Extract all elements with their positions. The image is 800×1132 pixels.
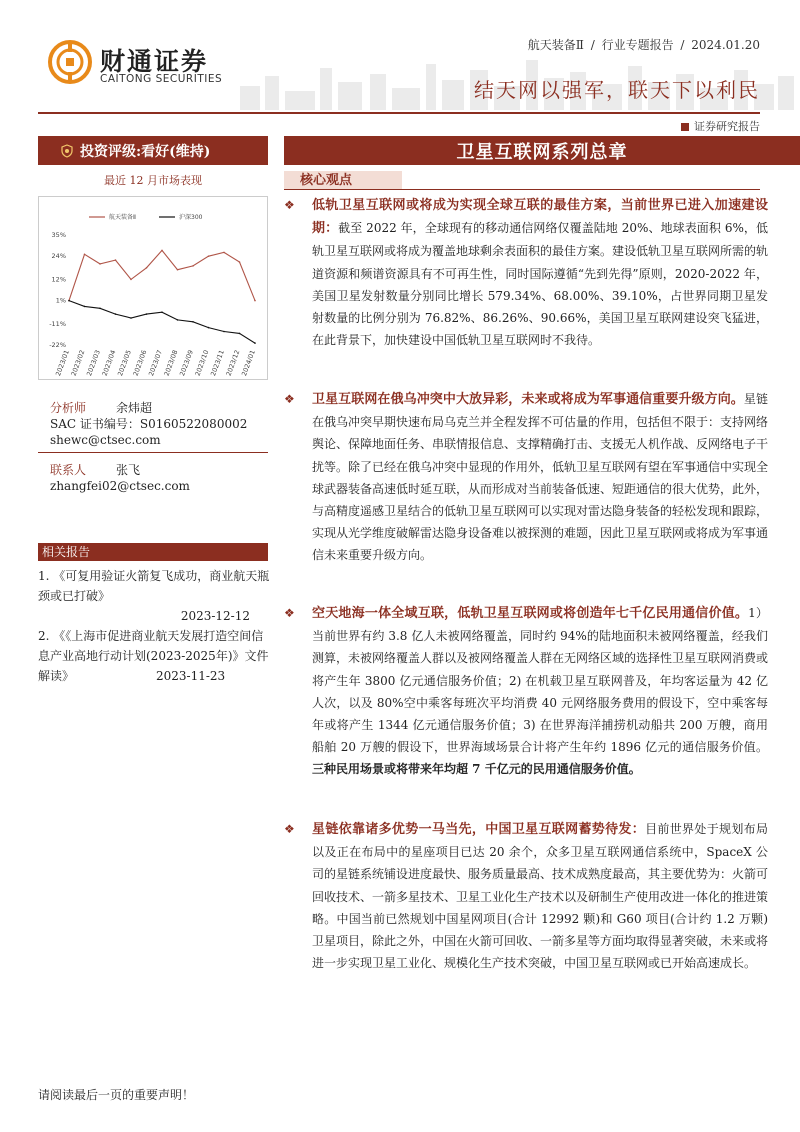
core-point — [284, 818, 768, 974]
rating-box — [38, 136, 268, 165]
diamond-bullet-icon: ❖ — [284, 198, 295, 212]
contact-name: 张飞 — [116, 463, 141, 477]
related-heading: 相关报告 — [38, 543, 268, 561]
core-point — [284, 388, 768, 567]
contact-role: 联系人 — [50, 463, 87, 477]
header-meta: 航天装备Ⅱ / 行业专题报告 / 2024.01.20 — [527, 38, 760, 52]
square-icon — [681, 123, 689, 131]
y-tick-label: 24% — [51, 252, 66, 261]
report-date: 2024.01.20 — [691, 38, 760, 52]
core-point-body: 目前世界处于规划布局以及正在布局中的星座项目已达 20 余个，众多卫星互联网通信系统中，SpaceX 公司的星链系统铺设进度最快、服务质量最高、技术成熟度最高，其主要优势为：火箭可回收技术、一箭多星技术、卫星工业化生产技术以及研制生产使用改进一体化的推进策略。中国当前已然规划中国星网项目(合计 12992 颗)和 G60 项目(合计约 1.2 万颗)卫星项目，除此之外，中国在火箭可回收、一箭多星等方面均取得显著突破，未来或将进一步实现卫星工业化、规模化生产技术突破，中国卫星互联网或已开始高速成长。 — [312, 822, 769, 971]
diamond-bullet-icon: ❖ — [284, 606, 295, 620]
data-point — [254, 342, 256, 344]
core-point-lead: 星链依靠诸多优势一马当先，中国卫星互联网蓄势待发： — [312, 822, 646, 837]
data-point — [239, 261, 241, 263]
related-item[interactable] — [38, 566, 272, 626]
core-point-conclusion: 三种民用场景或将带来年均超 7 千亿元的民用通信服务价值。 — [312, 762, 641, 777]
x-tick-label: 2024/01 — [240, 348, 257, 378]
data-point — [130, 317, 132, 319]
core-point-body: 星链在俄乌冲突早期快速布局乌克兰并全程发挥不可估量的作用，包括但不限于：支持网络舆论、保障地面任务、串联情报信息、支撑精确打击、支援无人机作战、反网络电子干扰等。除了已经在俄乌冲突中显现的作用外，低轨卫星互联网有望在军事通信中实现全球武器装备高速低时延互联，从而形成对当前装备低速、短距通信的很大优势，此外，与高精度遥感卫星结合的低轨卫星互联网可以实现对雷达隐身装备的轻松发现和跟踪，实现从光学维度破解雷达隐身设备难以被探测的难题，因此卫星互联网或将成为军事通信未来重要升级方向。 — [312, 392, 769, 563]
analyst-email[interactable]: shewc@ctsec.com — [50, 433, 161, 447]
x-tick-label: 2023/07 — [147, 348, 164, 378]
data-point — [130, 279, 132, 281]
x-tick-label: 2023/10 — [193, 348, 211, 378]
x-tick-label: 2023/01 — [54, 348, 71, 378]
core-point-body: 截至 2022 年，全球现有的移动通信网络仅覆盖陆地 20%、地球表面积 6%，低轨卫星互联网或将成为覆盖地球剩余表面积的最佳方案。建设低轨卫星互联网所需的轨道资源和频谱资源具有不可再生性，同时国际遵循“先到先得”原则，2020-2022 年，美国卫星发射数量分别同比增长 579.34%、68.00%、39.10%，占世界同期卫星发射数量的比例分别为 76.82%、86.26%、90.66%，美国卫星互联网建设突飞猛进，在此背景下，加快建设中国低轨卫星互联网时不我待。 — [312, 221, 769, 348]
data-point — [208, 327, 210, 329]
company-name-en: CAITONG SECURITIES — [100, 73, 223, 85]
data-point — [254, 300, 256, 302]
rating-label: 投资评级:看好(维持) — [80, 143, 211, 160]
x-tick-label: 2023/09 — [178, 348, 195, 378]
footer-disclaimer: 请阅读最后一页的重要声明！ — [38, 1088, 195, 1102]
x-tick-label: 2023/06 — [131, 348, 149, 378]
x-tick-label: 2023/11 — [209, 348, 226, 378]
series-line — [69, 301, 255, 344]
legend-label: 航天装备Ⅱ — [109, 214, 136, 221]
data-point — [99, 263, 101, 265]
shield-icon — [60, 144, 74, 158]
core-divider — [284, 189, 760, 190]
data-point — [161, 250, 163, 252]
x-tick-label: 2023/05 — [116, 348, 133, 378]
analyst-name: 余炜超 — [116, 401, 153, 415]
core-point-lead: 空天地海一体全域互联，低轨卫星互联网或将创造年七千亿民用通信价值。 — [312, 606, 749, 621]
core-point — [284, 194, 768, 351]
x-tick-label: 2023/03 — [85, 348, 102, 378]
y-tick-label: -11% — [49, 319, 66, 328]
y-tick-label: 1% — [55, 296, 66, 305]
core-tab: 核心观点 — [284, 171, 402, 190]
contact-email[interactable]: zhangfei02@ctsec.com — [50, 479, 190, 493]
data-point — [146, 267, 148, 269]
header-divider — [38, 112, 760, 114]
data-point — [115, 259, 117, 261]
report-kind: 行业专题报告 — [601, 38, 674, 52]
data-point — [84, 306, 86, 308]
series-line — [69, 250, 255, 300]
core-point-lead: 卫星互联网在俄乌冲突中大放异彩，未来或将成为军事通信重要升级方向。 — [312, 392, 744, 407]
y-tick-label: 12% — [51, 275, 66, 284]
data-point — [161, 311, 163, 313]
report-title: 卫星互联网系列总章 — [284, 136, 800, 165]
y-tick-label: 35% — [51, 231, 66, 239]
data-point — [177, 319, 179, 321]
related-list — [38, 566, 272, 686]
diamond-bullet-icon: ❖ — [284, 822, 295, 836]
data-point — [84, 254, 86, 256]
related-item-date: 2023-12-12 — [180, 609, 250, 623]
data-point — [177, 269, 179, 271]
logo-mark-icon — [48, 40, 92, 84]
related-item-date: 2023-11-23 — [156, 669, 226, 683]
diamond-bullet-icon: ❖ — [284, 392, 295, 406]
data-point — [192, 321, 194, 323]
performance-chart-svg — [39, 197, 267, 379]
sector-name: 航天装备Ⅱ — [527, 38, 584, 52]
performance-chart — [38, 196, 268, 380]
data-point — [223, 331, 225, 333]
x-tick-label: 2023/08 — [162, 348, 180, 378]
analyst-block — [50, 400, 270, 448]
company-name-cn: 财通证券 — [100, 47, 209, 76]
core-point-lead: 低轨卫星互联网或将成为实现全球互联的最佳方案，当前世界已进入加速建设期： — [312, 198, 768, 237]
analyst-role: 分析师 — [50, 401, 87, 415]
x-tick-label: 2023/04 — [100, 348, 118, 378]
data-point — [208, 255, 210, 257]
data-point — [68, 300, 70, 302]
x-tick-label: 2023/12 — [224, 348, 242, 378]
related-item-title[interactable]: 1. 《可复用验证火箭复飞成功，商业航天瓶颈或已打破》 — [38, 569, 270, 603]
related-item-title[interactable]: 2. 《《上海市促进商业航天发展打造空间信息产业高地行动计划(2023-2025年)》文件解读》 — [38, 629, 269, 683]
divider — [38, 452, 268, 453]
y-tick-label: -22% — [49, 341, 66, 349]
data-point — [99, 308, 101, 310]
related-item[interactable] — [38, 626, 272, 686]
core-point-body: 1）当前世界有约 3.8 亿人未被网络覆盖，同时约 94%的陆地面积未被网络覆盖，经我们测算，未被网络覆盖人群以及被网络覆盖人群在无网络区域的选择性卫星互联网消费或将产生年 3800 亿元通信服务价值；2) 在机载卫星互联网普及，年均客运量为 42 亿人次，以及 80%空中乘客每班次平均消费 40 元网络服务费用的假设下，空中乘客每年或将产生 1344 亿元通信服务价值；3) 在世界海洋捕捞机动船共 200 万艘，商用船舶 20 万艘的假设下，世界海域场景合计将产生年约 1896 亿元的通信服务价值。 — [312, 606, 769, 755]
x-tick-label: 2023/02 — [69, 348, 87, 378]
data-point — [192, 265, 194, 267]
legend-label: 沪深300 — [179, 214, 203, 221]
data-point — [239, 333, 241, 335]
performance-title: 最近 12 月市场表现 — [104, 174, 202, 187]
data-point — [146, 313, 148, 315]
data-point — [115, 313, 117, 315]
research-label: 证券研究报告 — [681, 118, 760, 134]
company-logo — [48, 40, 248, 90]
analyst-license: SAC 证书编号：S0160522080002 — [50, 417, 248, 431]
header-slogan: 结天网以强军，联天下以利民 — [474, 78, 760, 102]
contact-block — [50, 462, 270, 494]
core-point — [284, 602, 768, 781]
data-point — [223, 252, 225, 254]
